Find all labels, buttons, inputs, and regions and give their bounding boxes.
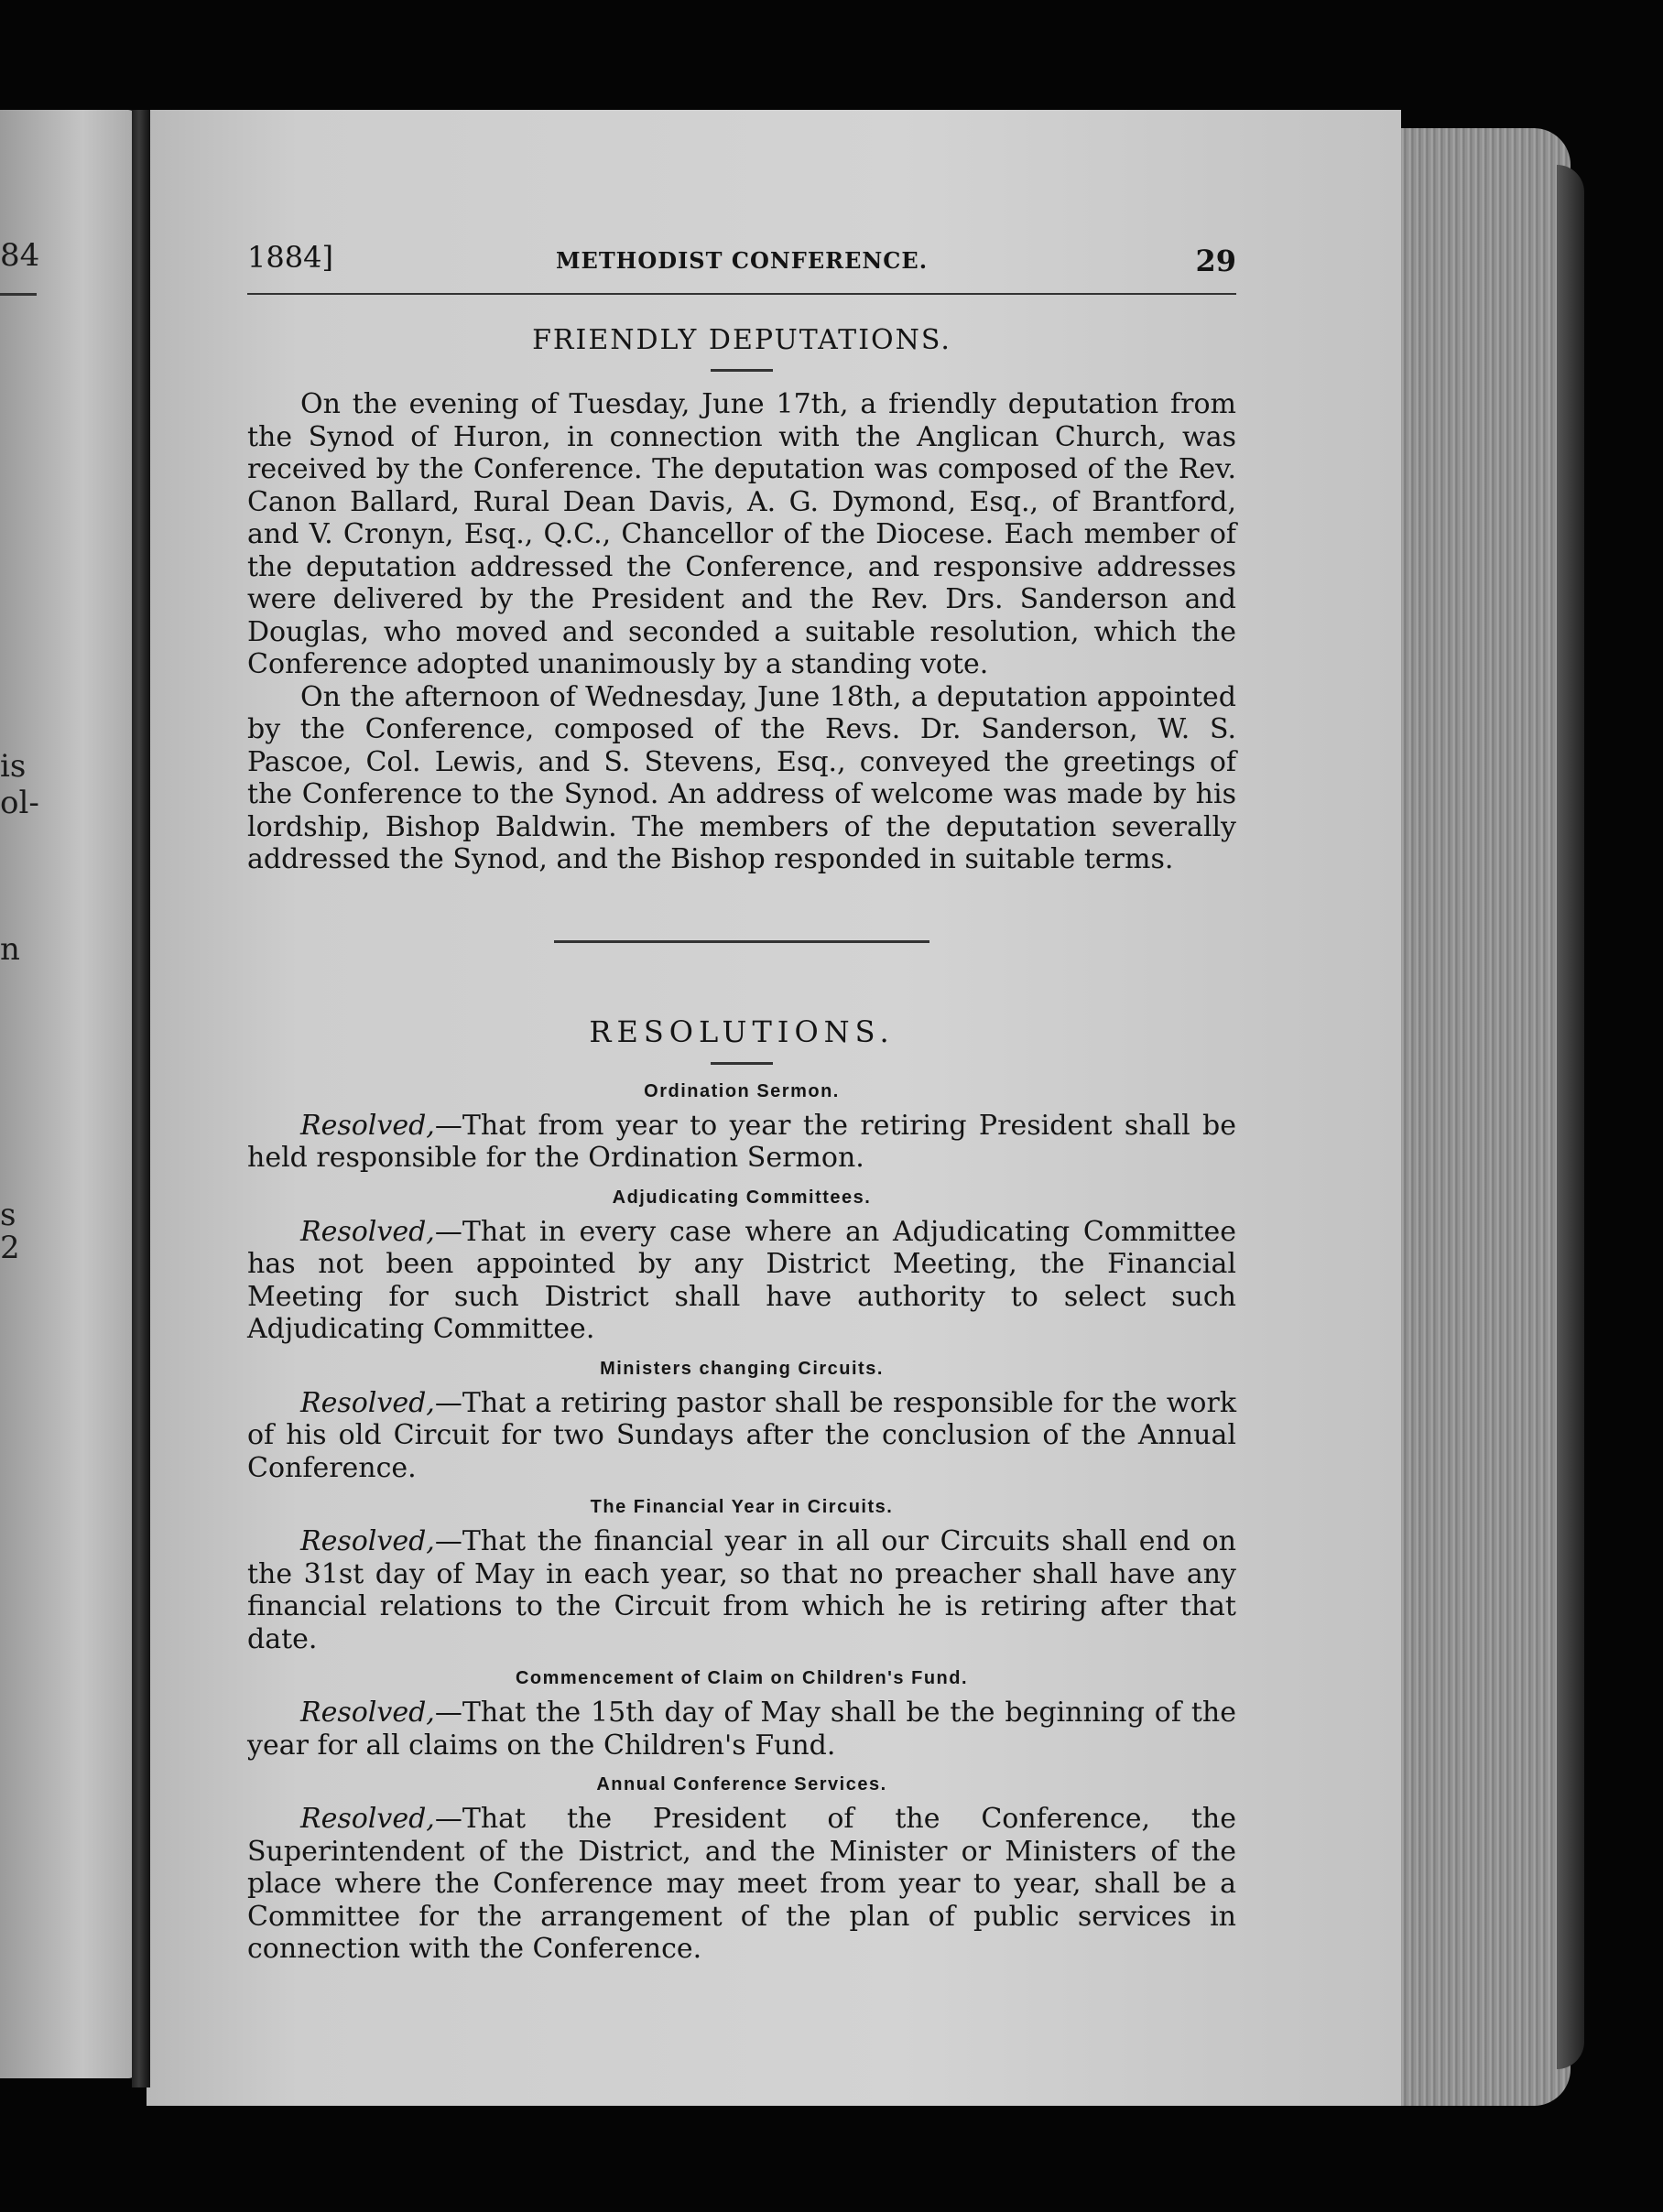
resolution-item (247, 1497, 1236, 1655)
resolution-text (247, 1525, 1236, 1655)
resolution-body: —That from year to year the retiring President shall be held responsible for the Ordination Sermon. (247, 1109, 1236, 1174)
resolved-word: Resolved, (300, 1697, 435, 1729)
resolved-word: Resolved, (300, 1109, 435, 1142)
page-content (247, 238, 1236, 1966)
resolution-body: —That a retiring pastor shall be responsible for the work of his old Circuit for two Sundays after the conclusion of the Annual Conference. (247, 1386, 1236, 1484)
facing-page-fragment: s (0, 1197, 16, 1233)
resolution-subhead: Annual Conference Services. (596, 1774, 887, 1795)
heading-rule (711, 369, 773, 372)
resolution-item (247, 1187, 1236, 1346)
resolution-text (247, 1216, 1236, 1346)
resolution-text (247, 1803, 1236, 1966)
deputation-paragraph: On the afternoon of Wednesday, June 18th, a deputation appointed by the Conference, composed of the Revs. Dr. Sanderson, W. S. Pascoe, Col. Lewis, and S. Stevens, Esq., conveyed the greetings of the Conference to the Synod. An address of welcome was made by his lordship, Bishop Baldwin. The members of the deputation severally addressed the Synod, and the Bishop responded in suitable terms. (247, 680, 1236, 875)
resolution-subhead: Commencement of Claim on Children's Fund. (515, 1668, 969, 1688)
facing-page-fragment: 84 (0, 237, 40, 274)
resolved-word: Resolved, (300, 1386, 435, 1419)
book-gutter (132, 110, 150, 2087)
resolution-text (247, 1387, 1236, 1485)
page-edges (1378, 128, 1571, 2106)
page-number: 29 (1195, 244, 1236, 278)
resolution-subhead: Ordination Sermon. (644, 1080, 840, 1101)
resolution-item (247, 1774, 1236, 1966)
resolution-text (247, 1110, 1236, 1175)
resolution-item (247, 1668, 1236, 1762)
resolution-body: —That in every case where an Adjudicating Committee has not been appointed by any District Meeting, the Financial Meeting for such District shall have authority to select such Adjudicating Committee. (247, 1215, 1236, 1345)
resolved-word: Resolved, (300, 1525, 435, 1557)
facing-page-fragment: 2 (0, 1230, 20, 1266)
resolution-body: —That the financial year in all our Circuits shall end on the 31st day of May in each year, so that no preacher shall have any financial relations to the Circuit from which he is retiring after that date. (247, 1525, 1236, 1655)
running-head-year: 1884] (247, 240, 333, 275)
resolution-subhead: Ministers changing Circuits. (600, 1358, 884, 1379)
friendly-deputations-heading: FRIENDLY DEPUTATIONS. (532, 324, 951, 356)
facing-page-fragment: ol- (0, 785, 39, 821)
resolved-word: Resolved, (300, 1215, 435, 1248)
facing-page (0, 110, 137, 2078)
resolution-item (247, 1081, 1236, 1175)
resolution-body: —That the 15th day of May shall be the beginning of the year for all claims on the Children's Fund. (247, 1697, 1236, 1762)
resolution-subhead: The Financial Year in Circuits. (590, 1497, 894, 1517)
resolutions-heading: RESOLUTIONS. (589, 1014, 895, 1049)
running-head (247, 238, 1236, 295)
resolution-text (247, 1697, 1236, 1762)
resolution-body: —That the President of the Conference, the Superintendent of the District, and the Minister or Ministers of the place where the Conference may meet from year to year, shall be a Committee for the arrangement of the plan of public services in connection with the Conference. (247, 1803, 1236, 1965)
facing-page-fragment: is (0, 748, 27, 785)
resolved-word: Resolved, (300, 1803, 435, 1835)
book-page (147, 110, 1401, 2106)
resolution-subhead: Adjudicating Committees. (612, 1187, 872, 1208)
section-divider (554, 940, 929, 943)
deputation-paragraph: On the evening of Tuesday, June 17th, a friendly deputation from the Synod of Huron, in connection with the Anglican Church, was received by the Conference. The deputation was composed of the Rev. Canon Ballard, Rural Dean Davis, A. G. Dymond, Esq., of Brantford, and V. Cronyn, Esq., Q.C., Chancellor of the Diocese. Each member of the deputation addressed the Conference, and responsive addresses were delivered by the President and the Rev. Drs. Sanderson and Douglas, who moved and seconded a suitable resolution, which the Conference adopted unanimously by a standing vote. (247, 388, 1236, 680)
heading-rule (711, 1062, 773, 1065)
book-cover-edge (1557, 165, 1584, 2069)
running-head-title: METHODIST CONFERENCE. (555, 247, 929, 274)
facing-page-fragment: n (0, 931, 20, 968)
facing-page-rule (0, 293, 37, 296)
resolution-item (247, 1359, 1236, 1485)
